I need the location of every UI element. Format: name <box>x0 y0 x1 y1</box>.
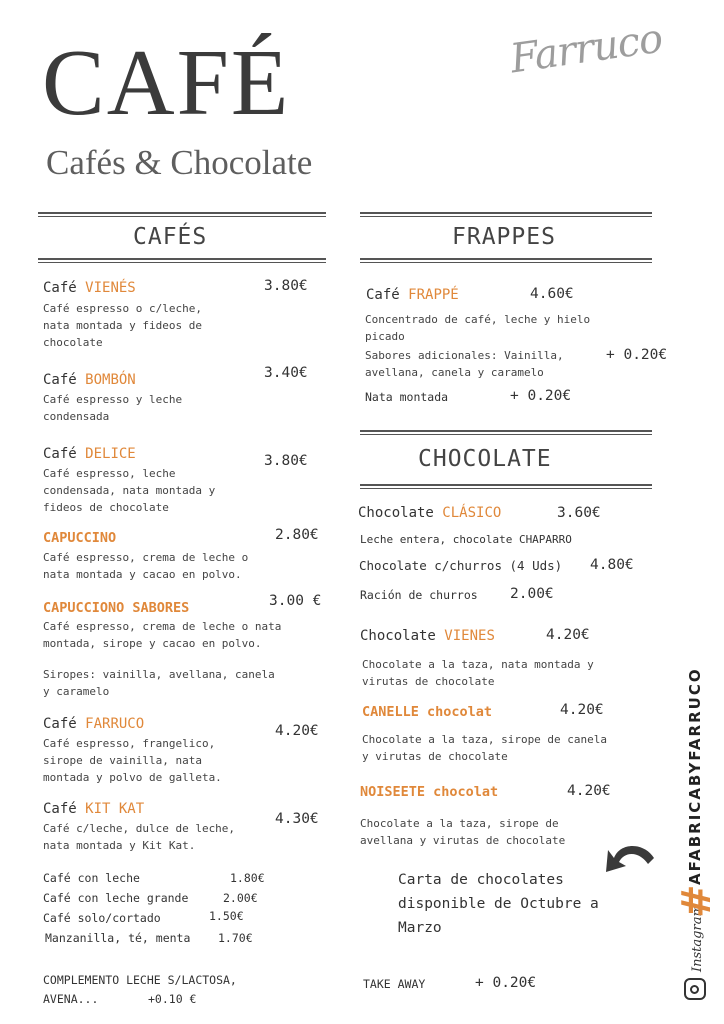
item-price: 3.00 € <box>269 593 322 609</box>
item-description: Concentrado de café, leche y hielo picado <box>365 313 591 343</box>
item-price: 2.80€ <box>275 527 319 543</box>
menu-title: CAFÉ <box>42 31 291 135</box>
item-price: 3.40€ <box>264 365 308 381</box>
simple-item-price: 1.70€ <box>218 931 253 945</box>
section-rule-top <box>360 212 652 217</box>
item-name: CAPUCCINO <box>43 530 117 546</box>
flavors-price: + 0.20€ <box>606 347 668 363</box>
syrups-note: Siropes: vainilla, avellana, canela y caramelo <box>43 668 275 698</box>
item-description: Café espresso o c/leche, nata montada y fideos de chocolate <box>43 302 202 349</box>
item-name: Café FARRUCO <box>43 716 145 732</box>
hashtag-icon: # <box>674 884 720 918</box>
simple-item-label: Café solo/cortado <box>43 911 161 925</box>
racion-label: Ración de churros <box>360 588 478 602</box>
takeaway-price: + 0.20€ <box>475 975 537 991</box>
item-name: Café BOMBÓN <box>43 372 136 388</box>
section-rule-bottom <box>38 258 326 263</box>
section-heading-chocolate: CHOCOLATE <box>418 446 552 472</box>
item-price: 4.30€ <box>275 811 319 827</box>
cream-label: Nata montada <box>365 390 449 404</box>
section-rule-bottom <box>360 484 652 489</box>
section-rule-top <box>38 212 326 217</box>
instagram-handle: AFABRICABYFARRUCO <box>686 667 704 885</box>
item-name: Café VIENÉS <box>43 280 136 296</box>
instagram-label: Instagram <box>690 904 705 972</box>
item-description: Café espresso, frangelico, sirope de vainilla, nata montada y polvo de galleta. <box>43 737 222 784</box>
item-description: Café espresso y leche condensada <box>43 393 183 423</box>
item-price: 4.20€ <box>560 702 604 718</box>
item-name: CANELLE chocolat <box>362 704 493 720</box>
item-price: 3.80€ <box>264 278 308 294</box>
item-description: Chocolate a la taza, nata montada y virutas de chocolate <box>362 658 594 688</box>
complement-note: COMPLEMENTO LECHE S/LACTOSA, <box>43 973 237 987</box>
item-name: NOISEETE chocolat <box>360 784 499 800</box>
menu-subtitle: Cafés & Chocolate <box>46 143 313 182</box>
churros-label: Chocolate c/churros (4 Uds) <box>359 558 563 573</box>
item-description: Café espresso, crema de leche o nata montada, sirope y cacao en polvo. <box>43 620 282 650</box>
simple-item-price: 1.80€ <box>230 871 265 885</box>
item-name: Chocolate CLÁSICO <box>358 505 502 521</box>
brand-logo: Farruco <box>507 15 665 83</box>
section-rule-bottom <box>360 258 652 263</box>
item-name: CAPUCCIONO SABORES <box>43 600 190 616</box>
item-description: Café c/leche, dulce de leche, nata montada y Kit Kat. <box>43 822 236 852</box>
item-description: Chocolate a la taza, sirope de avellana y virutas de chocolate <box>360 817 566 847</box>
simple-item-price: 2.00€ <box>223 891 258 905</box>
section-rule-top <box>360 430 652 435</box>
simple-item-price: 1.50€ <box>209 909 244 923</box>
item-description: Café espresso, crema de leche o nata montada y cacao en polvo. <box>43 551 249 581</box>
item-price: 3.80€ <box>264 453 308 469</box>
season-note: Carta de chocolates disponible de Octubre a Marzo <box>398 872 599 936</box>
instagram-icon <box>684 978 706 1000</box>
item-name: Café DELICE <box>43 446 136 462</box>
section-heading-cafes: CAFÉS <box>133 224 208 250</box>
item-name: Chocolate VIENES <box>360 628 495 644</box>
item-name: Café KIT KAT <box>43 801 145 817</box>
section-heading-frappes: FRAPPES <box>452 224 556 250</box>
item-description: Café espresso, leche condensada, nata montada y fideos de chocolate <box>43 467 216 514</box>
item-description: Leche entera, chocolate CHAPARRO <box>360 533 572 546</box>
item-price: 4.60€ <box>530 286 574 302</box>
flavors-note: Sabores adicionales: Vainilla, avellana, canela y caramelo <box>365 349 564 379</box>
simple-item-label: Café con leche grande <box>43 891 189 905</box>
complement-note-line2: AVENA... <box>43 992 99 1006</box>
churros-price: 4.80€ <box>590 557 634 573</box>
item-description: Chocolate a la taza, sirope de canela y virutas de chocolate <box>362 733 608 763</box>
simple-item-label: Café con leche <box>43 871 140 885</box>
item-price: 4.20€ <box>567 783 611 799</box>
complement-price: +0.10 € <box>148 992 197 1006</box>
item-price: 4.20€ <box>546 627 590 643</box>
simple-item-label: Manzanilla, té, menta <box>45 931 191 945</box>
item-price: 3.60€ <box>557 505 601 521</box>
takeaway-label: TAKE AWAY <box>363 977 426 991</box>
racion-price: 2.00€ <box>510 586 554 602</box>
curved-arrow-icon <box>598 838 658 882</box>
cream-price: + 0.20€ <box>510 388 572 404</box>
item-price: 4.20€ <box>275 723 319 739</box>
item-name: Café FRAPPÉ <box>366 287 459 303</box>
instagram-strip <box>674 667 720 1000</box>
